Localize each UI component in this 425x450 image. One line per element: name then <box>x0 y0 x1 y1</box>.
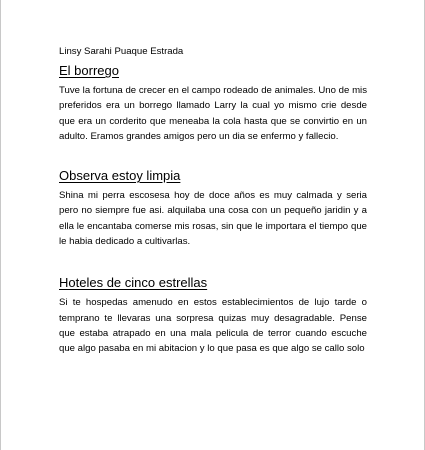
section-title-observa-estoy-limpia: Observa estoy limpia <box>59 168 181 184</box>
paragraph-spacer <box>59 144 367 167</box>
section-title-hoteles: Hoteles de cinco estrellas <box>59 275 208 291</box>
section-paragraph-observa-estoy-limpia: Shina mi perra escosesa hoy de doce años es muy calmada y seria pero no siempre fue asi. alquilaba una cosa con un pequeño jaridin y a ella le encantaba comerse mis rosas, sin que le importara el tiempo que le habia dedicado a cultivarlas. <box>59 190 367 248</box>
section-paragraph-hoteles: Si te hospedas amenudo en estos establecimientos de lujo tarde o temprano te llevaras una sorpresa quizas muy desagradable. Pense que estaba atrapado en una mala pelicula de terror cuando escuche que algo pasaba en mi abitacion y lo que pasa es que algo se callo solo <box>59 297 367 355</box>
author-name: Linsy Sarahi Puaque Estrada <box>59 46 184 57</box>
paragraph-spacer <box>59 249 367 274</box>
document-body[interactable] <box>59 45 367 357</box>
section-paragraph-el-borrego: Tuve la fortuna de crecer en el campo rodeado de animales. Uno de mis preferidos era un borrego llamado Larry la cual yo mismo crie desde que era un corderito que meneaba la cola hasta que se convirtio en un adulto. Eramos grandes amigos pero un dia se enfermo y fallecio. <box>59 85 367 142</box>
section-title-el-borrego: El borrego <box>59 63 119 78</box>
